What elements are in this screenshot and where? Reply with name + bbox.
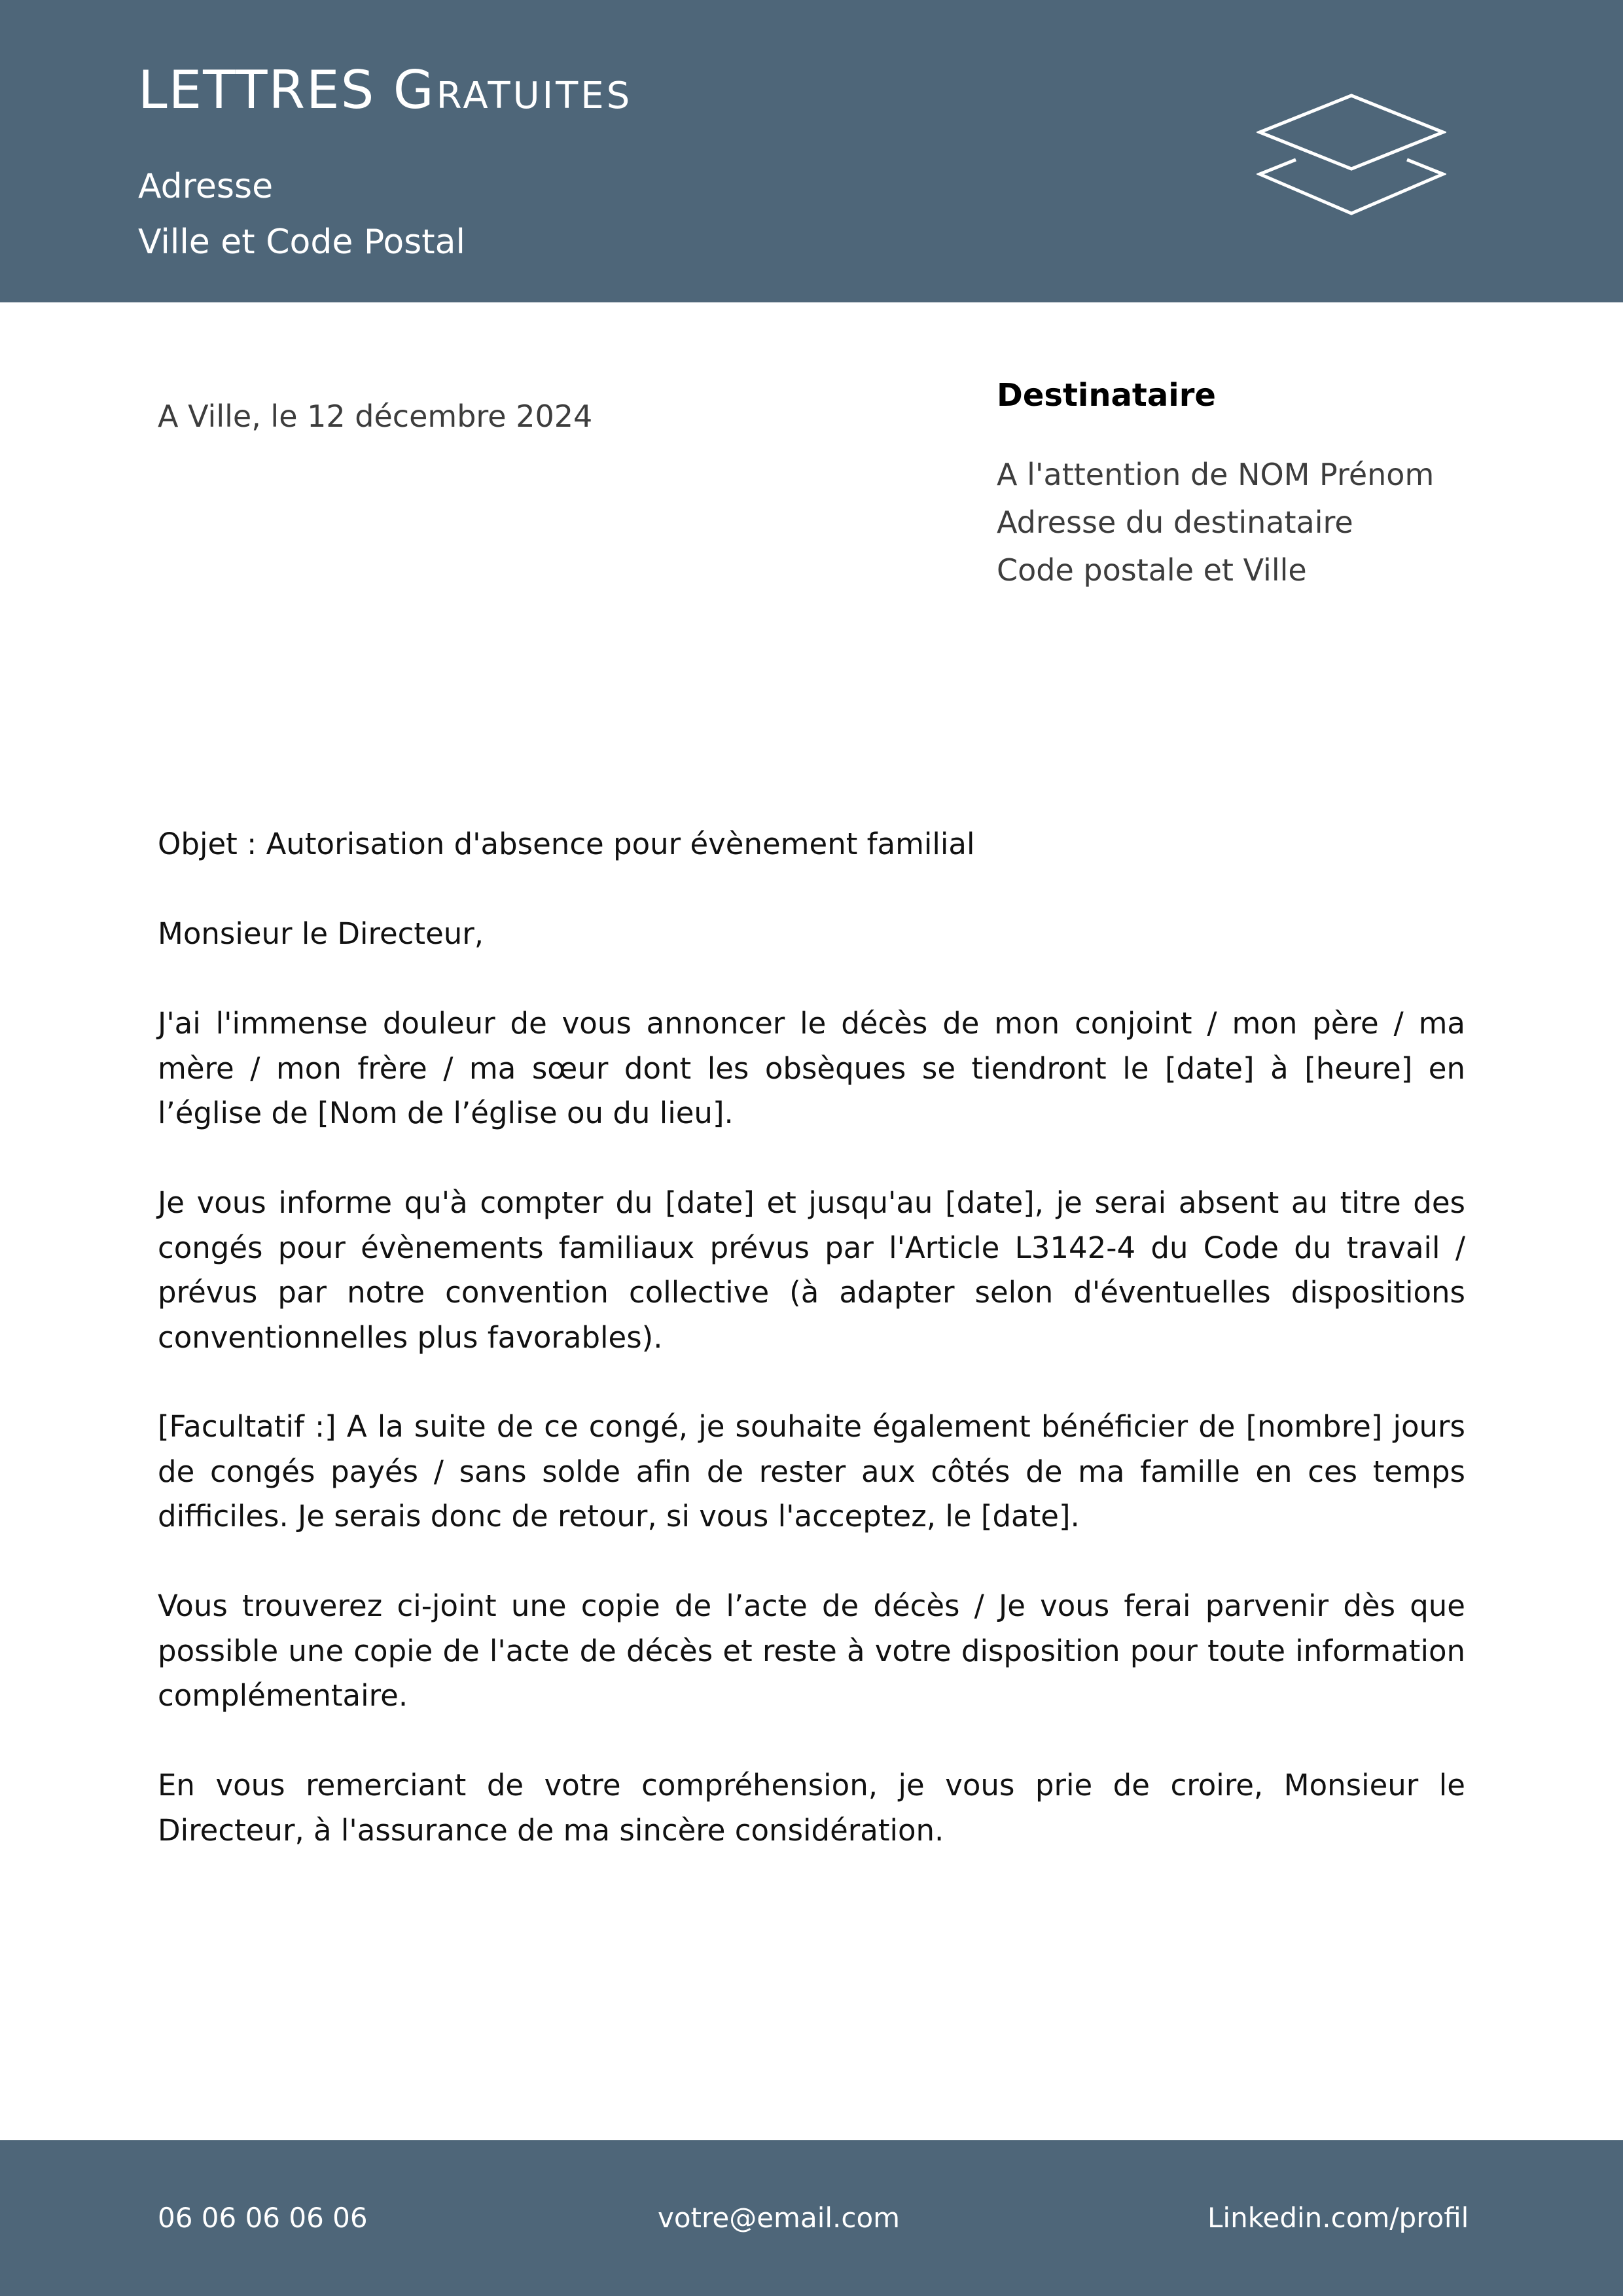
recipient-title: Destinataire — [997, 377, 1216, 414]
letter-paragraph: Je vous informe qu'à compter du [date] et jusqu'au [date], je serai absent au titre des congés pour évènements familiaux prévus par l'Article L3142-4 du Code du travail / prévus par notre convention collective (à adapter selon d'éventuelles dispositions conventionnelles plus favorables). — [158, 1185, 1465, 1355]
footer-phone: 06 06 06 06 06 — [158, 2202, 368, 2234]
brand-title — [138, 60, 633, 120]
recipient-city-line: Code postale et Ville — [997, 552, 1307, 588]
footer-email[interactable]: votre@email.com — [658, 2202, 901, 2234]
recipient-name-line: A l'attention de NOM Prénom — [997, 457, 1435, 492]
letter-salutation: Monsieur le Directeur, — [158, 916, 484, 951]
letter-paragraph: J'ai l'immense douleur de vous annoncer le décès de mon conjoint / mon père / ma mère / mon frère / ma sœur dont les obsèques se tiendront le [date] à [heure] en l’église de [Nom de l’église ou du lieu]. — [158, 1006, 1465, 1130]
letter-paragraph: [Facultatif :] A la suite de ce congé, je souhaite également bénéficier de [nombre] jours de congés payés / sans solde afin de rester aux côtés de ma famille en ces temps difficiles. Je serais donc de retour, si vous l'acceptez, le [date]. — [158, 1409, 1465, 1534]
sender-address: Adresse — [138, 167, 274, 206]
recipient-address-line: Adresse du destinataire — [997, 505, 1353, 540]
letter-closing: En vous remerciant de votre compréhension, je vous prie de croire, Monsieur le Directeur, à l'assurance de ma sincère considération. — [158, 1768, 1465, 1848]
footer-linkedin[interactable]: Linkedin.com/profil — [1207, 2202, 1469, 2234]
brand-word-2: Gratuites — [393, 60, 633, 120]
sender-city-postal: Ville et Code Postal — [138, 223, 465, 262]
brand-word-1: LETTRES — [138, 60, 376, 120]
letter-date: A Ville, le 12 décembre 2024 — [158, 399, 593, 434]
letter-subject: Objet : Autorisation d'absence pour évènement familial — [158, 827, 975, 861]
letter-paragraph: Vous trouverez ci-joint une copie de l’acte de décès / Je vous ferai parvenir dès que possible une copie de l'acte de décès et reste à votre disposition pour toute information complémentaire. — [158, 1588, 1465, 1713]
layers-icon — [1257, 92, 1446, 223]
